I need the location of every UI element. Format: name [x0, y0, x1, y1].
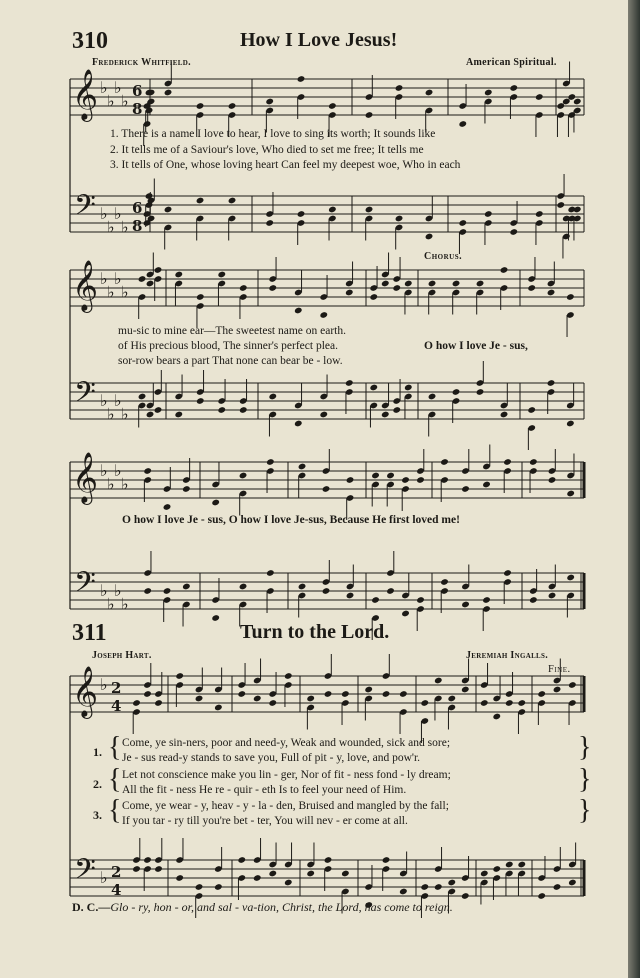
flat-sign: ♭ [107, 404, 115, 424]
note-head [425, 233, 434, 241]
time-signature: 8 [132, 100, 143, 118]
note-head [237, 690, 246, 698]
verse-line: mu-sic to mine ear—The sweetest name on earth. [118, 325, 347, 337]
note-head [395, 84, 404, 92]
brace: } [578, 732, 592, 763]
note-head [239, 406, 248, 414]
note-head [143, 690, 152, 698]
flat-sign: ♭ [100, 204, 108, 223]
note-head [404, 280, 413, 288]
brace: { [108, 732, 122, 763]
note-head [154, 406, 163, 414]
time-signature: 2 [111, 679, 122, 697]
note-head [566, 293, 575, 301]
note-head [324, 690, 333, 698]
note-head [182, 485, 191, 493]
flat-sign: ♭ [121, 217, 129, 237]
note-head [434, 883, 443, 891]
flat-sign: ♭ [107, 91, 115, 111]
note-head [298, 583, 307, 591]
flat-sign: ♭ [121, 282, 129, 302]
flat-sign: ♭ [114, 78, 122, 97]
note-head [553, 686, 562, 694]
time-signature: 6 [132, 199, 143, 217]
hymn-number: 310 [72, 28, 108, 54]
flat-sign: ♭ [121, 594, 129, 614]
note-head [253, 874, 262, 882]
note-head [138, 393, 147, 401]
note-head [395, 215, 404, 223]
note-head [175, 672, 184, 680]
note-head [196, 102, 205, 110]
dc-line [72, 900, 453, 915]
flat-sign: ♭ [100, 78, 108, 97]
note-head [284, 879, 293, 887]
note-head [420, 699, 429, 707]
note-head [237, 856, 246, 864]
note-head [556, 201, 565, 209]
note-head [214, 704, 223, 712]
note-head [298, 463, 307, 471]
note-head [440, 578, 449, 586]
note-head [401, 610, 410, 618]
treble-clef: 𝄞 [72, 666, 99, 717]
verse-line: 3. It tells of One, whose loving heart Can feel my deepest woe, Who in each [110, 159, 461, 171]
note-head [341, 870, 350, 878]
note-head [416, 476, 425, 484]
note-head [182, 583, 191, 591]
note-head [265, 98, 274, 106]
treble-clef: 𝄞 [72, 69, 99, 120]
note-head [365, 206, 374, 214]
chorus-line: O how I love Je - sus, [424, 340, 528, 352]
note-head [345, 289, 354, 297]
treble-clef: 𝄞 [72, 452, 99, 503]
note-head [217, 271, 226, 279]
hymn-author: Joseph Hart. [92, 650, 152, 661]
note-head [297, 75, 306, 83]
note-head [143, 467, 152, 475]
flat-sign: ♭ [100, 391, 108, 410]
note-head [428, 280, 437, 288]
note-head [503, 458, 512, 466]
page-edge [628, 0, 640, 978]
note-head [529, 596, 538, 604]
note-head [553, 883, 562, 891]
verse-line: If you tar - ry till you're bet - ter, You will nev - er come at all. [122, 815, 408, 827]
note-head [428, 393, 437, 401]
time-signature: 2 [111, 863, 122, 881]
verse-line: 1. There is a name I love to hear, I love to sing its worth; It sounds like [110, 128, 436, 140]
note-head [425, 89, 434, 97]
brace: { [108, 795, 122, 826]
bass-clef: 𝄢 [74, 376, 96, 416]
note-head [492, 713, 501, 721]
flat-sign: ♭ [107, 217, 115, 237]
note-head [399, 690, 408, 698]
note-head [386, 472, 395, 480]
verse-line: Let not conscience make you lin - ger, Nor of fit - ness fond - ly dream; [122, 769, 451, 781]
note-head [154, 266, 163, 274]
note-head [268, 284, 277, 292]
time-signature: 4 [111, 697, 122, 715]
hymn-title: How I Love Jesus! [240, 29, 398, 51]
note-head [392, 406, 401, 414]
note-head [371, 472, 380, 480]
verse-line: Come, ye sin-ners, poor and need-y, Weak and wounded, sick and sore; [122, 737, 451, 749]
note-head [265, 219, 274, 227]
note-head [154, 865, 163, 873]
note-head [239, 284, 248, 292]
treble-clef: 𝄞 [72, 260, 99, 311]
note-head [174, 411, 183, 419]
note-head [461, 892, 470, 900]
note-head [461, 485, 470, 493]
note-head [217, 406, 226, 414]
note-head [322, 587, 331, 595]
note-head [548, 476, 557, 484]
note-head [175, 874, 184, 882]
time-signature: 6 [132, 82, 143, 100]
hymn-title: Turn to the Lord. [240, 621, 390, 643]
note-head [211, 499, 220, 507]
chorus-label: Chorus. [424, 251, 463, 262]
brace: } [578, 764, 592, 795]
note-head [529, 458, 538, 466]
note-head [547, 379, 556, 387]
verse-number: 1. [93, 745, 102, 759]
note-head [461, 686, 470, 694]
note-head [266, 458, 275, 466]
note-head [476, 280, 485, 288]
note-head [369, 384, 378, 392]
note-head [306, 695, 315, 703]
flat-sign: ♭ [114, 204, 122, 223]
note-head [517, 699, 526, 707]
note-head [480, 870, 489, 878]
note-head [364, 686, 373, 694]
note-head [392, 284, 401, 292]
note-head [322, 485, 331, 493]
note-head [284, 672, 293, 680]
hymn-author: Frederick Whitfield. [92, 57, 191, 68]
note-head [346, 476, 355, 484]
note-head [253, 695, 262, 703]
note-head [535, 210, 544, 218]
note-head [381, 411, 390, 419]
brace: } [578, 795, 592, 826]
note-head [401, 476, 410, 484]
note-head [294, 420, 303, 428]
note-head [461, 601, 470, 609]
note-head [420, 883, 429, 891]
verse-line: of His precious blood, The sinner's perfect plea. [118, 340, 338, 352]
flat-sign: ♭ [107, 594, 115, 614]
note-head [164, 206, 173, 214]
dc-label: D. C.— [72, 900, 111, 914]
note-head [573, 98, 582, 106]
note-head [568, 681, 577, 689]
note-head [319, 411, 328, 419]
note-head [505, 861, 514, 869]
note-head [447, 695, 456, 703]
note-head [294, 307, 303, 315]
flat-sign: ♭ [114, 269, 122, 288]
note-head [369, 293, 378, 301]
bass-clef: 𝄢 [74, 189, 96, 229]
flat-sign: ♭ [114, 581, 122, 600]
verse-line: Come, ye wear - y, heav - y - la - den, Bruised and mangled by the fall; [122, 800, 449, 812]
note-head [452, 280, 461, 288]
flat-sign: ♭ [121, 404, 129, 424]
note-head [416, 596, 425, 604]
note-head [174, 271, 183, 279]
note-head [211, 614, 220, 622]
note-head [195, 695, 204, 703]
flat-sign: ♭ [107, 474, 115, 494]
note-head [228, 197, 237, 205]
hymn-composer: American Spiritual. [466, 57, 557, 68]
flat-sign: ♭ [100, 675, 108, 694]
note-head [341, 690, 350, 698]
note-head [547, 289, 556, 297]
time-signature: 4 [111, 881, 122, 899]
note-head [566, 574, 575, 582]
note-head [132, 699, 141, 707]
flat-sign: ♭ [100, 868, 108, 887]
note-head [371, 596, 380, 604]
note-head [138, 275, 147, 283]
note-head [503, 569, 512, 577]
note-head [146, 280, 155, 288]
note-head [154, 699, 163, 707]
note-head [132, 865, 141, 873]
note-head [381, 280, 390, 288]
bass-clef: 𝄢 [74, 566, 96, 606]
hymn-number: 311 [72, 620, 107, 646]
note-head [399, 888, 408, 896]
note-head [324, 856, 333, 864]
flat-sign: ♭ [100, 581, 108, 600]
note-head [537, 690, 546, 698]
note-head [484, 89, 493, 97]
note-head [476, 388, 485, 396]
verse-line: 2. It tells me of a Saviour's love, Who died to set me free; It tells me [110, 144, 424, 156]
note-head [228, 102, 237, 110]
note-head [482, 596, 491, 604]
fine-mark: Fine. [548, 664, 571, 675]
note-head [452, 388, 461, 396]
note-head [346, 592, 355, 600]
note-head [163, 503, 172, 511]
note-head [404, 384, 413, 392]
flat-sign: ♭ [114, 461, 122, 480]
note-head [146, 411, 155, 419]
note-head [447, 879, 456, 887]
flat-sign: ♭ [121, 474, 129, 494]
note-head [458, 120, 467, 128]
note-head [509, 84, 518, 92]
note-head [306, 870, 315, 878]
note-head [266, 569, 275, 577]
flat-sign: ♭ [121, 91, 129, 111]
note-head [500, 266, 509, 274]
note-head [566, 490, 575, 498]
note-head [143, 856, 152, 864]
note-head [143, 587, 152, 595]
note-head [527, 406, 536, 414]
dc-text: Glo - ry, hon - or, and sal - va-tion, Christ, the Lord, has come to reign. [110, 900, 453, 914]
note-head [195, 883, 204, 891]
time-signature: 8 [132, 217, 143, 235]
note-head [196, 397, 205, 405]
note-head [482, 481, 491, 489]
bass-clef: 𝄢 [74, 853, 96, 893]
note-head [500, 411, 509, 419]
verse-line: sor-row bears a part That none can bear be - low. [118, 355, 343, 367]
flat-sign: ♭ [107, 282, 115, 302]
chorus-line: O how I love Je - sus, O how I love Je-sus, Because He first loved me! [122, 514, 460, 526]
verse-number: 2. [93, 777, 102, 791]
note-head [382, 690, 391, 698]
note-head [517, 861, 526, 869]
note-head [440, 458, 449, 466]
hymn-composer: Jeremiah Ingalls. [466, 650, 549, 661]
note-head [484, 210, 493, 218]
note-head [505, 699, 514, 707]
flat-sign: ♭ [100, 269, 108, 288]
note-head [535, 93, 544, 101]
note-head [458, 219, 467, 227]
note-head [509, 228, 518, 236]
note-head [328, 206, 337, 214]
note-head [382, 856, 391, 864]
note-head [268, 393, 277, 401]
note-head [492, 865, 501, 873]
note-head [328, 102, 337, 110]
note-head [214, 883, 223, 891]
note-head [196, 293, 205, 301]
verse-line: All the fit - ness He re - quir - eth Is to feel your need of Him. [122, 784, 407, 796]
note-head [239, 472, 248, 480]
flat-sign: ♭ [114, 391, 122, 410]
verse-line: Je - sus read-y stands to save you, Full of pit - y, love, and pow'r. [122, 752, 421, 764]
verse-number: 3. [93, 808, 102, 822]
note-head [268, 699, 277, 707]
note-head [566, 420, 575, 428]
note-head [573, 206, 582, 214]
note-head [386, 587, 395, 595]
note-head [537, 892, 546, 900]
note-head [365, 111, 374, 119]
brace: { [108, 764, 122, 795]
note-head [297, 210, 306, 218]
note-head [434, 677, 443, 685]
note-head [268, 870, 277, 878]
note-head [319, 311, 328, 319]
note-head [164, 89, 173, 97]
note-head [480, 699, 489, 707]
note-head [527, 284, 536, 292]
note-head [196, 197, 205, 205]
flat-sign: ♭ [100, 461, 108, 480]
note-head [239, 583, 248, 591]
note-head [548, 592, 557, 600]
note-head [568, 879, 577, 887]
note-head [163, 587, 172, 595]
note-head [345, 379, 354, 387]
